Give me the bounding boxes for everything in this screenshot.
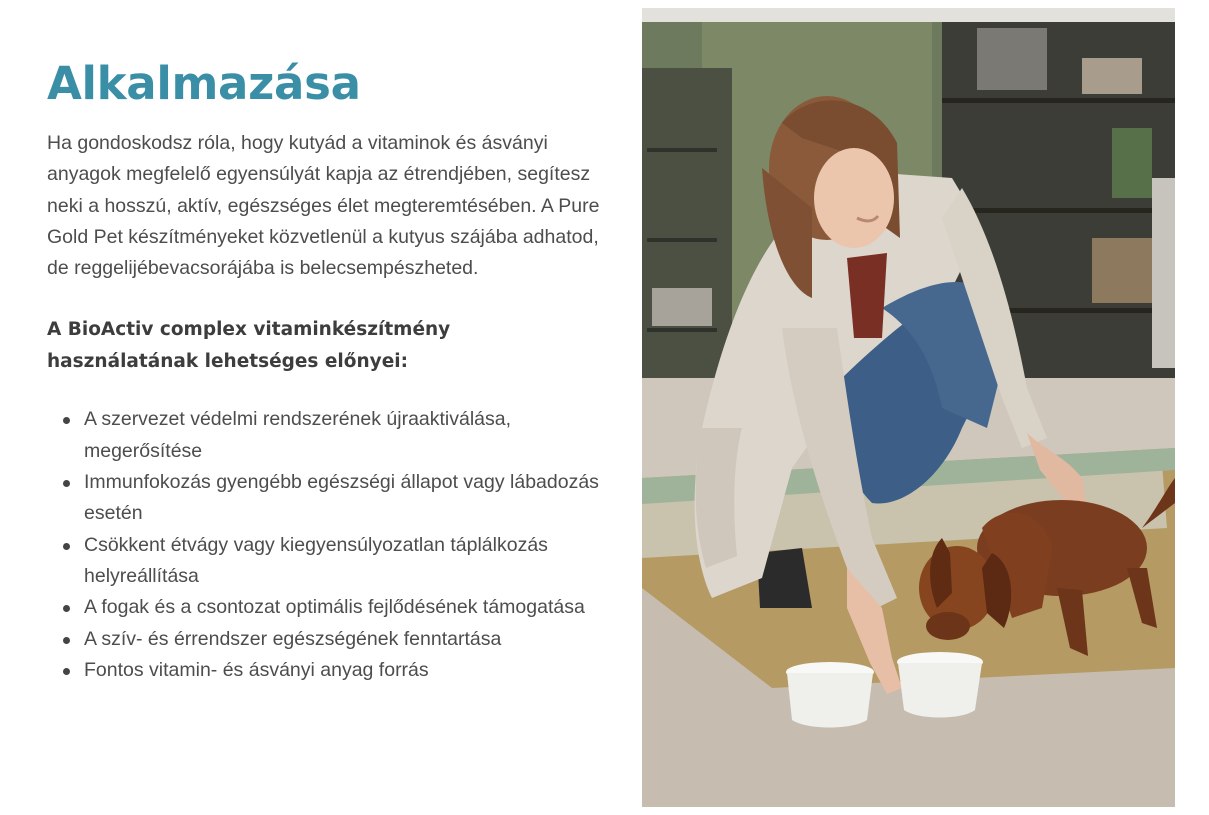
benefits-heading: A BioActiv complex vitaminkészítmény használatának lehetséges előnyei: bbox=[47, 319, 451, 373]
section-title: Alkalmazása bbox=[47, 57, 361, 110]
list-item-text: A szervezet védelmi rendszerének újraaktiválása, megerősítése bbox=[84, 408, 512, 462]
list-item bbox=[47, 655, 607, 686]
list-item bbox=[47, 467, 607, 530]
list-item bbox=[47, 530, 607, 593]
list-item-text: A szív- és érrendszer egészségének fenntartása bbox=[84, 627, 502, 650]
intro-paragraph: Ha gondoskodsz róla, hogy kutyád a vitaminok és ásványi anyagok megfelelő egyensúlyát kapja az étrendjében, segítesz neki a hosszú, aktív, egészséges élet megteremtésében. A Pure Gold Pet készítményeket közvetlenül a kutyus szájába adhatod, de reggelijébevacsorájába is belecsempészheted. bbox=[47, 132, 600, 280]
bullet-icon bbox=[63, 637, 70, 644]
bullet-icon bbox=[63, 668, 70, 675]
photo-illustration bbox=[642, 8, 1175, 807]
bullet-icon bbox=[63, 605, 70, 612]
woman-feeding-dachshund-photo bbox=[642, 8, 1175, 807]
list-item bbox=[47, 404, 607, 467]
list-item-text: A fogak és a csontozat optimális fejlődésének támogatása bbox=[84, 596, 585, 619]
bullet-icon bbox=[63, 543, 70, 550]
bullet-icon bbox=[63, 417, 70, 424]
list-item-text: Fontos vitamin- és ásványi anyag forrás bbox=[84, 658, 429, 681]
benefits-list bbox=[47, 404, 607, 686]
list-item bbox=[47, 624, 607, 655]
list-item bbox=[47, 592, 607, 623]
content-section bbox=[47, 52, 607, 686]
list-item-text: Csökkent étvágy vagy kiegyensúlyozatlan táplálkozás helyreállítása bbox=[84, 533, 548, 587]
list-item-text: Immunfokozás gyengébb egészségi állapot vagy lábadozás esetén bbox=[84, 471, 599, 525]
bullet-icon bbox=[63, 480, 70, 487]
